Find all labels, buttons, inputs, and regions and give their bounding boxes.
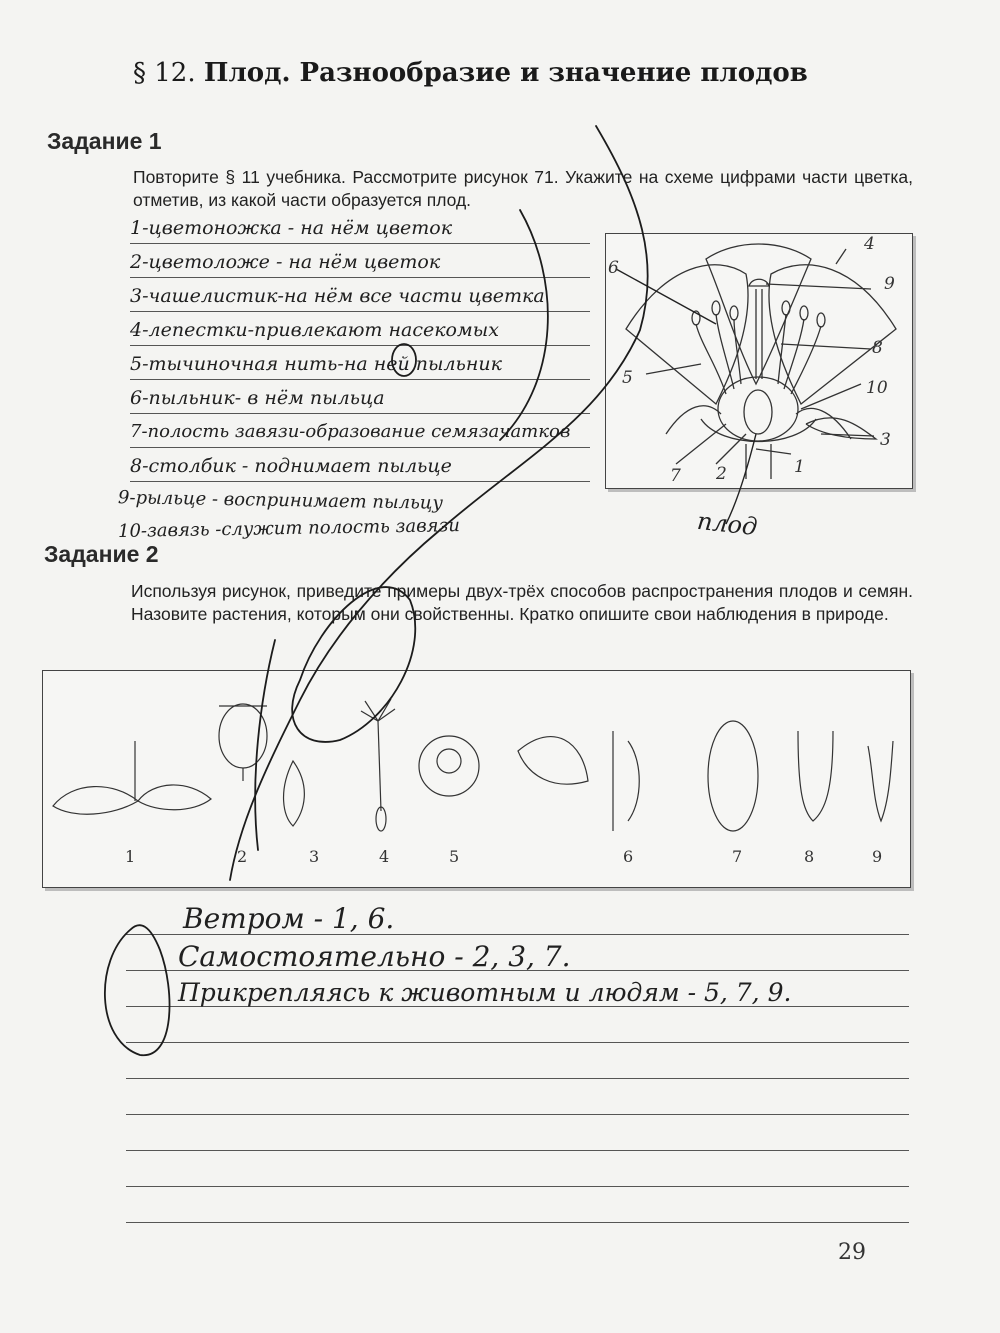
answer-rule xyxy=(130,379,590,380)
figure-number-1: 1 xyxy=(125,847,136,866)
handwritten-answer: 9-рыльце - воспринимает пыльцу xyxy=(117,487,444,514)
answer-rule xyxy=(126,1150,909,1151)
handwritten-answer: Прикрепляясь к животным и людям - 5, 7, 9. xyxy=(178,978,792,1007)
answer-rule xyxy=(130,243,590,244)
answer-rule xyxy=(130,311,590,312)
answer-rule xyxy=(126,1042,909,1043)
figure-number-4: 4 xyxy=(379,847,390,866)
diagram-label-6: 6 xyxy=(608,258,619,278)
figure-number-2: 2 xyxy=(237,847,248,866)
figure-number-3: 3 xyxy=(309,847,320,866)
figure-number-6: 6 xyxy=(623,847,634,866)
seed-dispersal-illustrations xyxy=(43,671,910,887)
diagram-label-3: 3 xyxy=(880,430,891,450)
answer-rule xyxy=(126,1114,909,1115)
answer-rule xyxy=(130,413,590,414)
task2-text: Используя рисунок, приведите примеры двух-трёх способов распространения плодов и семян. Назовите растения, которым они свойственны. Кратко опишите свои наблюдения в природе. xyxy=(131,581,913,624)
pen-stroke xyxy=(500,210,548,440)
handwritten-answer: 7-полость завязи-образование семязачатков xyxy=(130,421,571,442)
diagram-label-1: 1 xyxy=(794,457,805,477)
handwritten-answer: Ветром - 1, 6. xyxy=(183,902,395,935)
seed-dispersal-figure xyxy=(42,670,911,888)
pen-loop xyxy=(105,925,170,1055)
handwritten-answer: 5-тычиночная нить-на ней пыльник xyxy=(130,353,502,375)
task2-title: Задание 2 xyxy=(44,541,159,567)
diagram-label-2: 2 xyxy=(716,464,727,484)
handwritten-answer: 8-столбик - поднимает пыльце xyxy=(130,455,452,477)
task1-title: Задание 1 xyxy=(47,128,162,154)
handwritten-answer: Самостоятельно - 2, 3, 7. xyxy=(178,940,571,973)
answer-rule xyxy=(130,277,590,278)
flower-diagram-box xyxy=(605,233,913,489)
answer-rule xyxy=(126,1078,909,1079)
handwritten-answer: 4-лепестки-привлекают насекомых xyxy=(130,319,499,341)
section-title: Плод. Разнообразие и значение плодов xyxy=(203,58,808,88)
page-number: 29 xyxy=(838,1240,866,1265)
handwritten-answer: 6-пыльник- в нём пыльца xyxy=(130,387,385,409)
diagram-label-9: 9 xyxy=(884,274,895,294)
diagram-label-8: 8 xyxy=(872,338,883,358)
figure-number-5: 5 xyxy=(449,847,460,866)
diagram-label-4: 4 xyxy=(864,234,875,254)
figure-number-9: 9 xyxy=(872,847,883,866)
page-heading xyxy=(133,58,808,88)
diagram-label-10: 10 xyxy=(866,378,888,398)
answer-rule xyxy=(126,1186,909,1187)
task1-text: Повторите § 11 учебника. Рассмотрите рисунок 71. Укажите на схеме цифрами части цветка, отметив, из какой части образуется плод. xyxy=(133,167,913,210)
fruit-note: плод xyxy=(695,506,759,542)
figure-number-7: 7 xyxy=(732,847,743,866)
section-number: § 12. xyxy=(133,58,196,88)
diagram-label-7: 7 xyxy=(670,466,681,486)
answer-rule xyxy=(130,345,590,346)
answer-rule xyxy=(130,447,590,448)
flower-diagram xyxy=(606,234,912,488)
handwritten-answer: 1-цветоножка - на нём цветок xyxy=(130,217,453,239)
handwritten-answer: 3-чашелистик-на нём все части цветка xyxy=(130,285,545,307)
handwritten-answer: 2-цветоложе - на нём цветок xyxy=(130,251,441,273)
answer-rule xyxy=(126,1222,909,1223)
diagram-label-5: 5 xyxy=(622,368,633,388)
handwritten-answer: 10-завязь -служит полость завязи xyxy=(117,515,461,542)
figure-number-8: 8 xyxy=(804,847,815,866)
answer-rule xyxy=(130,481,590,482)
